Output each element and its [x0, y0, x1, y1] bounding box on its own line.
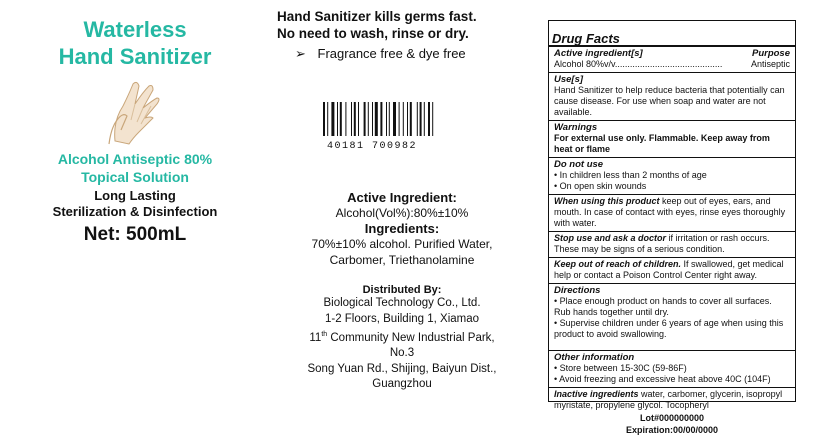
keep-out-text: If swallowed, get medical help or contact a Poison Control Center right away. — [554, 259, 784, 280]
warnings-header: Warnings — [554, 122, 598, 133]
brand-panel — [0, 0, 270, 439]
warnings-section — [549, 121, 795, 158]
do-not-use-item: • On open skin wounds — [554, 181, 647, 191]
ingredients-line1: 70%±10% alcohol. Purified Water, — [311, 237, 493, 251]
directions-section — [549, 284, 795, 351]
active-ingredient-value: Alcohol(Vol%):80%±10% — [335, 206, 469, 220]
stop-use-section — [549, 232, 795, 258]
barcode-bar — [372, 102, 373, 136]
headline-no-wash: No need to wash, rinse or dry. — [277, 26, 469, 41]
long-lasting-label: Long Lasting — [94, 188, 176, 203]
barcode-bar — [331, 102, 334, 136]
do-not-use-item: • In children less than 2 months of age — [554, 170, 707, 180]
distributor-address-line2 — [277, 327, 527, 346]
when-using-header: When using this product — [554, 196, 660, 206]
barcode-bar — [424, 102, 425, 136]
ingredients-title: Ingredients: — [364, 221, 440, 236]
purpose-value: Antiseptic — [750, 59, 790, 69]
net-volume: Net: 500mL — [83, 224, 187, 245]
distributed-by-title: Distributed By: — [362, 284, 442, 296]
do-not-use-header: Do not use — [554, 159, 604, 170]
alcohol-strength: Alcohol Antiseptic 80% — [57, 151, 213, 167]
barcode-bar — [351, 102, 352, 136]
when-using-section — [549, 195, 795, 232]
expiration-date: Expiration:00/00/0000 — [625, 425, 719, 435]
barcode — [321, 102, 471, 152]
address-ordinal: th — [321, 331, 328, 338]
barcode-bar — [358, 102, 359, 136]
drug-facts-box — [548, 20, 796, 410]
uses-section — [549, 73, 795, 121]
arrow-bullet-icon: ➢ — [295, 46, 306, 61]
barcode-bars — [321, 102, 471, 136]
distributor-address-line1: 1-2 Floors, Building 1, Xiamao — [324, 312, 480, 325]
distributor-address-line3: No.3 — [389, 347, 415, 360]
directions-header: Directions — [554, 285, 601, 296]
hands-rubbing-icon — [95, 76, 175, 146]
other-information-item: • Avoid freezing and excessive heat above 40C (104F) — [554, 374, 771, 384]
keep-out-section — [549, 258, 795, 284]
distributor-name: Biological Technology Co., Ltd. — [323, 297, 481, 309]
active-ingredient-title: Active Ingredient: — [347, 190, 457, 205]
other-information-item: • Store between 15-30C (59-86F) — [554, 363, 687, 373]
barcode-bar — [393, 102, 396, 136]
barcode-bar — [389, 102, 390, 136]
headline-kills-germs: Hand Sanitizer kills germs fast. — [277, 9, 477, 24]
barcode-bar — [340, 102, 342, 136]
fragrance-free-bullet — [277, 46, 527, 62]
barcode-bar — [410, 102, 412, 136]
brand-title-line2: Hand Sanitizer — [58, 44, 212, 69]
barcode-bar — [407, 102, 408, 136]
barcode-bar — [432, 102, 433, 136]
sterilization-label: Sterilization & Disinfection — [52, 204, 218, 219]
stop-use-text: if irritation or rash occurs. These may be signs of a serious condition. — [554, 233, 770, 254]
purpose-header: Purpose — [751, 48, 790, 59]
when-using-text: keep out of eyes, ears, and mouth. In case of contact with eyes, rinse eyes thoroughly with water. — [554, 196, 786, 228]
stop-use-header: Stop use and ask a doctor — [554, 233, 667, 243]
uses-text: Hand Sanitizer to help reduce bacteria that potentially can cause disease. For use when soap and water are not available. — [554, 85, 785, 117]
directions-item: • Supervise children under 6 years of age when using this product to avoid swallowing. — [554, 318, 784, 339]
distributor-city: Guangzhou — [372, 378, 432, 391]
other-information-header: Other information — [554, 352, 635, 363]
barcode-digits: 40181 700982 — [327, 141, 418, 152]
barcode-bar — [327, 102, 328, 136]
directions-item: • Place enough product on hands to cover all surfaces. Rub hands together until dry. — [554, 296, 772, 317]
other-information-section — [549, 351, 795, 388]
inactive-ingredients-section — [549, 388, 795, 413]
do-not-use-section — [549, 158, 795, 195]
barcode-bar — [337, 102, 338, 136]
barcode-bar — [403, 102, 404, 136]
brand-title-line1: Waterless — [83, 17, 187, 42]
info-panel — [277, 0, 527, 439]
barcode-bar — [380, 102, 382, 136]
barcode-bar — [375, 102, 378, 136]
barcode-bar — [345, 102, 346, 136]
barcode-bar — [323, 102, 325, 136]
barcode-bar — [420, 102, 422, 136]
inactive-ingredients-header: Inactive ingredients — [554, 389, 639, 399]
fragrance-free-text: Fragrance free & dye free — [317, 46, 466, 61]
barcode-bar — [354, 102, 356, 136]
active-ingredients-section — [549, 47, 795, 73]
barcode-bar — [399, 102, 400, 136]
ingredients-line2: Carbomer, Triethanolamine — [329, 253, 475, 267]
barcode-bar — [428, 102, 430, 136]
barcode-bar — [386, 102, 387, 136]
keep-out-header: Keep out of reach of children. — [554, 259, 682, 269]
active-ingredient-row: Alcohol 80%v/v........................................... — [554, 59, 723, 69]
distributor-address-line4: Song Yuan Rd., Shijing, Baiyun Dist., — [307, 362, 497, 375]
warnings-text: For external use only. Flammable. Keep away from heat or flame — [554, 133, 770, 154]
drug-facts-title: Drug Facts — [549, 21, 795, 47]
address-park: Community New Industrial Park, — [327, 331, 495, 344]
barcode-bar — [364, 102, 366, 136]
address-number: 11 — [309, 331, 322, 344]
topical-solution-label: Topical Solution — [81, 169, 189, 185]
barcode-bar — [368, 102, 369, 136]
inactive-ingredients-text: water, carbomer, glycerin, isopropyl myristate, propylene glycol. Tocopheryl — [554, 389, 783, 410]
uses-header: Use[s] — [554, 74, 584, 85]
lot-number: Lot#000000000 — [639, 413, 705, 423]
active-ingredients-header: Active ingredient[s] — [554, 48, 643, 59]
barcode-bar — [417, 102, 418, 136]
